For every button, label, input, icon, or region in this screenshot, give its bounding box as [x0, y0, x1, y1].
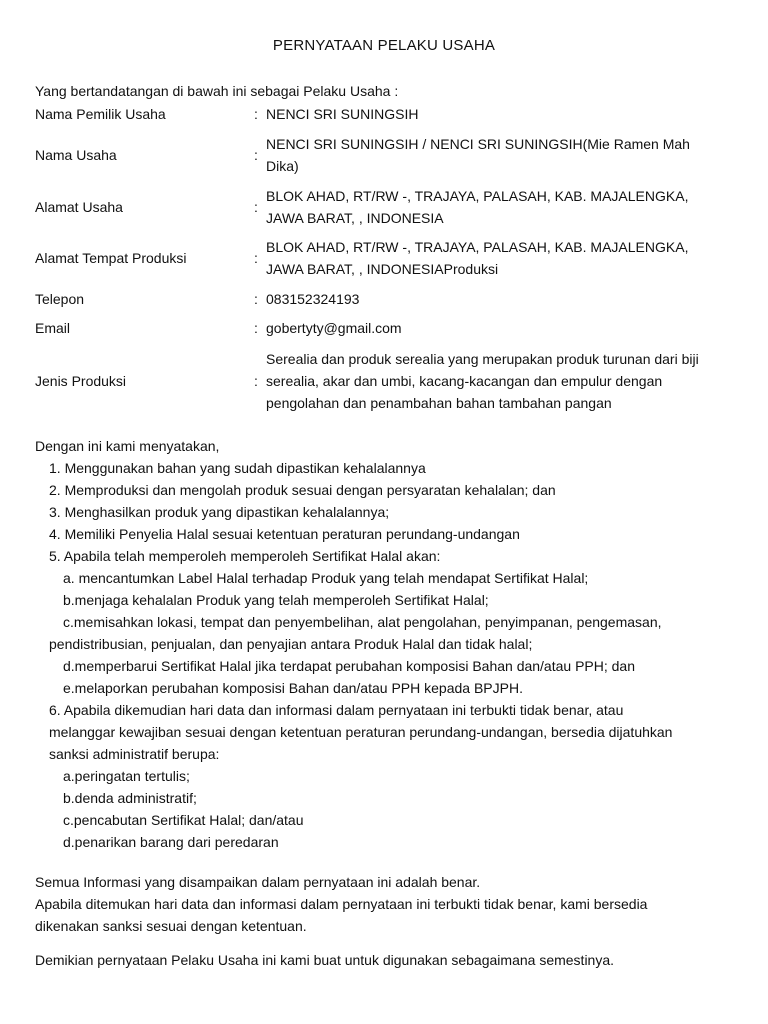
statement-subitem: e.melaporkan perubahan komposisi Bahan dan/atau PPH kepada BPJPH.: [63, 680, 523, 696]
statement-item-continuation: sanksi administratif berupa:: [49, 746, 220, 762]
closing-line: dikenakan sanksi sesuai dengan ketentuan.: [35, 918, 307, 934]
field-colon: :: [254, 106, 258, 122]
closing-line: Demikian pernyataan Pelaku Usaha ini kami buat untuk digunakan sebagaimana semestinya.: [35, 952, 615, 968]
field-row-business-name: [35, 133, 745, 177]
statement-item: 6. Apabila dikemudian hari data dan informasi dalam pernyataan ini terbukti tidak benar, atau: [49, 702, 624, 718]
field-colon: :: [254, 320, 258, 336]
statement-item: 3. Menghasilkan produk yang dipastikan kehalalannya;: [49, 504, 390, 520]
field-row-production-type: [35, 348, 745, 414]
statement-heading: Dengan ini kami menyatakan,: [35, 438, 220, 454]
statement-subitem: b.denda administratif;: [63, 790, 197, 806]
closing-line: Apabila ditemukan hari data dan informasi dalam pernyataan ini terbukti tidak benar, kami bersedia: [35, 896, 648, 912]
field-value-line: Serealia dan produk serealia yang merupakan produk turunan dari biji: [266, 351, 699, 367]
field-value-line: NENCI SRI SUNINGSIH / NENCI SRI SUNINGSIH(Mie Ramen Mah: [266, 136, 690, 152]
field-value-line: pengolahan dan penambahan bahan tambahan pangan: [266, 395, 612, 411]
field-row-business-address: [35, 185, 745, 229]
field-row-email: [35, 317, 745, 339]
statement-subitem: c.pencabutan Sertifikat Halal; dan/atau: [63, 812, 304, 828]
statement-item-continuation: melanggar kewajiban sesuai dengan ketentuan peraturan perundang-undangan, bersedia dijatuhkan: [49, 724, 673, 740]
field-colon: :: [254, 250, 258, 266]
field-colon: :: [254, 199, 258, 215]
statement-subitem: a.peringatan tertulis;: [63, 768, 190, 784]
intro-text: Yang bertandatangan di bawah ini sebagai Pelaku Usaha :: [35, 83, 399, 99]
statement-subitem: d.memperbarui Sertifikat Halal jika terdapat perubahan komposisi Bahan dan/atau PPH; dan: [63, 658, 635, 674]
field-value-line: BLOK AHAD, RT/RW -, TRAJAYA, PALASAH, KAB. MAJALENGKA,: [266, 239, 689, 255]
field-label: Alamat Tempat Produksi: [35, 250, 187, 266]
field-row-owner-name: [35, 103, 745, 125]
field-label: Email: [35, 320, 71, 336]
field-value: gobertyty@gmail.com: [266, 320, 402, 336]
paragraph-gap: [35, 937, 755, 949]
field-value-line: BLOK AHAD, RT/RW -, TRAJAYA, PALASAH, KAB. MAJALENGKA,: [266, 188, 689, 204]
field-colon: :: [254, 291, 258, 307]
field-colon: :: [254, 147, 258, 163]
field-label: Alamat Usaha: [35, 199, 123, 215]
document-title: PERNYATAAN PELAKU USAHA: [272, 37, 496, 54]
field-label: Nama Usaha: [35, 147, 117, 163]
statement-section: [35, 435, 755, 853]
statement-item: 1. Menggunakan bahan yang sudah dipastikan kehalalannya: [49, 460, 426, 476]
statement-subitem: a. mencantumkan Label Halal terhadap Produk yang telah mendapat Sertifikat Halal;: [63, 570, 589, 586]
closing-section: [35, 871, 755, 971]
field-value: 083152324193: [266, 291, 360, 307]
field-row-production-address: [35, 236, 745, 280]
statement-item: 5. Apabila telah memperoleh memperoleh Sertifikat Halal akan:: [49, 548, 441, 564]
field-row-phone: [35, 288, 745, 310]
statement-item: 2. Memproduksi dan mengolah produk sesuai dengan persyaratan kehalalan; dan: [49, 482, 556, 498]
field-label: Nama Pemilik Usaha: [35, 106, 166, 122]
statement-subitem: d.penarikan barang dari peredaran: [63, 834, 279, 850]
field-value-line: Dika): [266, 158, 299, 174]
statement-subitem-continuation: pendistribusian, penjualan, dan penyajian antara Produk Halal dan tidak halal;: [49, 636, 533, 652]
closing-line: Semua Informasi yang disampaikan dalam pernyataan ini adalah benar.: [35, 874, 481, 890]
field-value-line: JAWA BARAT, , INDONESIA: [266, 210, 444, 226]
field-label: Telepon: [35, 291, 85, 307]
field-value-line: JAWA BARAT, , INDONESIAProduksi: [266, 261, 499, 277]
statement-subitem: c.memisahkan lokasi, tempat dan penyembelihan, alat pengolahan, penyimpanan, pengemasan,: [63, 614, 662, 630]
field-colon: :: [254, 373, 258, 389]
field-value: NENCI SRI SUNINGSIH: [266, 106, 419, 122]
statement-subitem: b.menjaga kehalalan Produk yang telah memperoleh Sertifikat Halal;: [63, 592, 489, 608]
field-value-line: serealia, akar dan umbi, kacang-kacangan dan empulur dengan: [266, 373, 663, 389]
field-label: Jenis Produksi: [35, 373, 127, 389]
statement-item: 4. Memiliki Penyelia Halal sesuai ketentuan peraturan perundang-undangan: [49, 526, 520, 542]
